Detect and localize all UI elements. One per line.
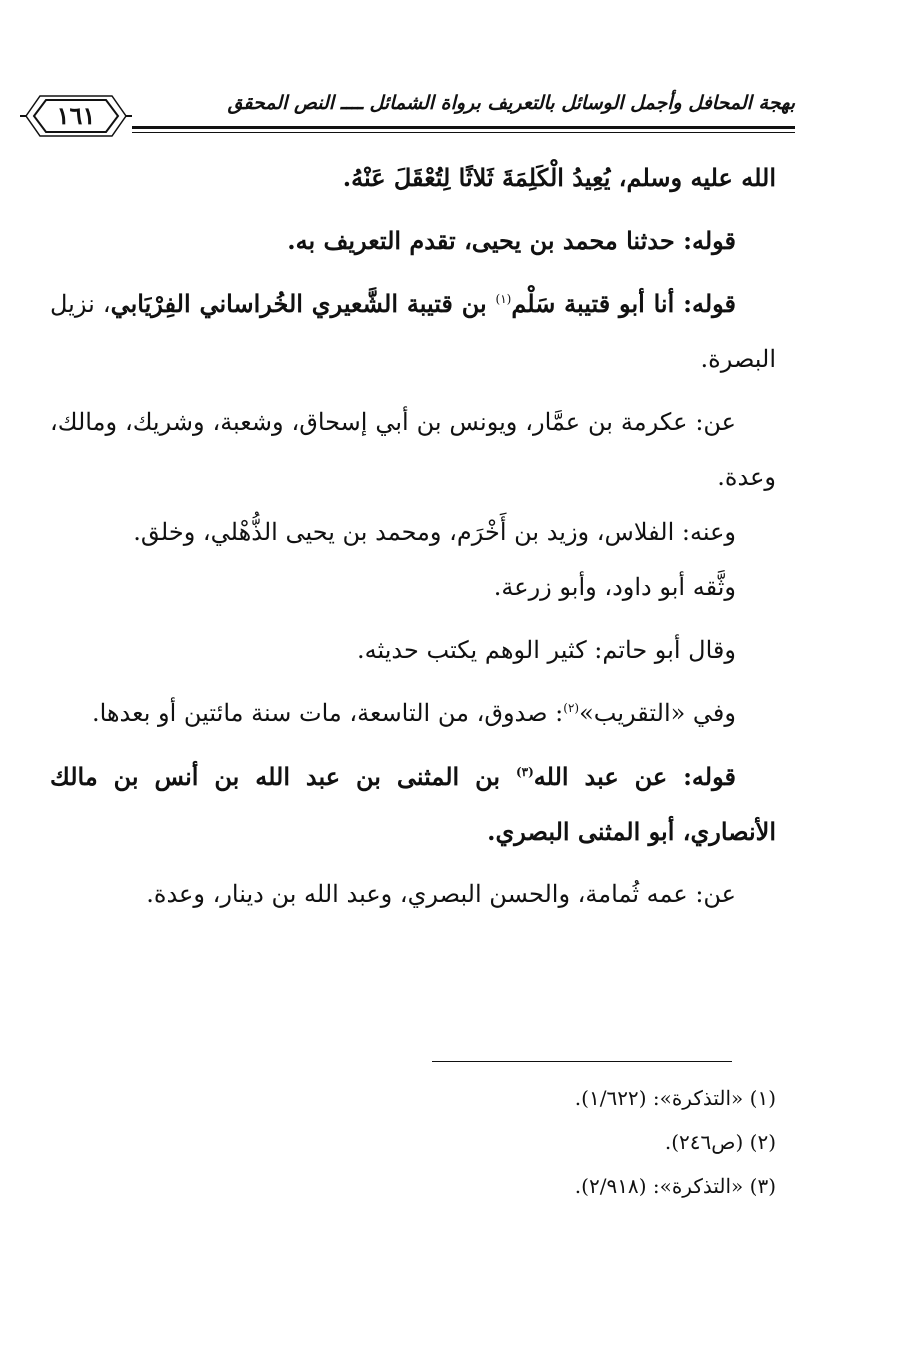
- paragraph-abdullah-ibn-muthanna: [50, 749, 776, 859]
- page-header: [20, 88, 795, 138]
- page-number: ١٦١: [56, 101, 96, 130]
- paragraph-abu-qutayba: [50, 276, 776, 387]
- running-title: بهجة المحافل وأجمل الوسائل بالتعريف برواة الشمائل ــــ النص المحقق: [227, 92, 795, 114]
- paragraph-tawthiq: وثَّقه أبو داود، وأبو زرعة.: [493, 573, 736, 601]
- footnote-ref-2[interactable]: (٢): [563, 701, 580, 715]
- narrator-name-rest: بن قتيبة الشَّعيري الخُراساني الفِرْيَابي: [110, 289, 496, 318]
- abdullah-lead: قوله: عن عبد الله: [533, 762, 736, 791]
- paragraph-hadith-end: الله عليه وسلم، يُعِيدُ الْكَلِمَةَ ثَلاثًا لِتُعْقَلَ عَنْهُ.: [342, 163, 776, 192]
- abdullah-rest: بن المثنى بن عبد الله بن أنس بن مالك الأنصاري، أبو المثنى البصري.: [50, 762, 776, 846]
- main-text: [50, 150, 776, 922]
- footnote-ref-3[interactable]: (٣): [515, 765, 534, 779]
- paragraph-teachers: عن: عكرمة بن عمَّار، ويونس بن أبي إسحاق، وشعبة، وشريك، ومالك، وعدة.: [50, 408, 776, 491]
- footnote-3: (٣) «التذكرة»: (٢/٩١٨).: [574, 1174, 776, 1198]
- footnote-2: (٢) (ص٢٤٦).: [664, 1130, 776, 1154]
- footnote-1: (١) «التذكرة»: (١/٦٢٢).: [574, 1086, 776, 1110]
- taqrib-rest: : صدوق، من التاسعة، مات سنة مائتين أو بعدها.: [91, 699, 564, 727]
- page-number-badge: [20, 94, 132, 138]
- footnotes: [276, 1076, 776, 1208]
- paragraph-students: وعنه: الفلاس، وزيد بن أَخْرَم، ومحمد بن يحيى الذُّهْلي، وخلق.: [133, 518, 736, 546]
- taqrib-lead: وفي «التقريب»: [579, 699, 736, 727]
- paragraph-taqrib: [50, 686, 776, 741]
- header-rule: [132, 126, 795, 129]
- footnote-separator: [432, 1061, 732, 1062]
- footnote-ref-1[interactable]: (١): [495, 292, 512, 306]
- paragraph-muhammad-ibn-yahya: قوله: حدثنا محمد بن يحيى، تقدم التعريف به.: [287, 226, 736, 255]
- paragraph-abu-hatim: وقال أبو حاتم: كثير الوهم يكتب حديثه.: [357, 636, 736, 664]
- paragraph-abdullah-teachers: عن: عمه ثُمامة، والحسن البصري، وعبد الله بن دينار، وعدة.: [146, 880, 736, 908]
- header-rule-thin: [132, 132, 795, 133]
- narrator-name-lead: قوله: أنا أبو قتيبة سَلْم: [511, 289, 737, 318]
- narrator-residence: ، نزيل البصرة.: [50, 290, 776, 373]
